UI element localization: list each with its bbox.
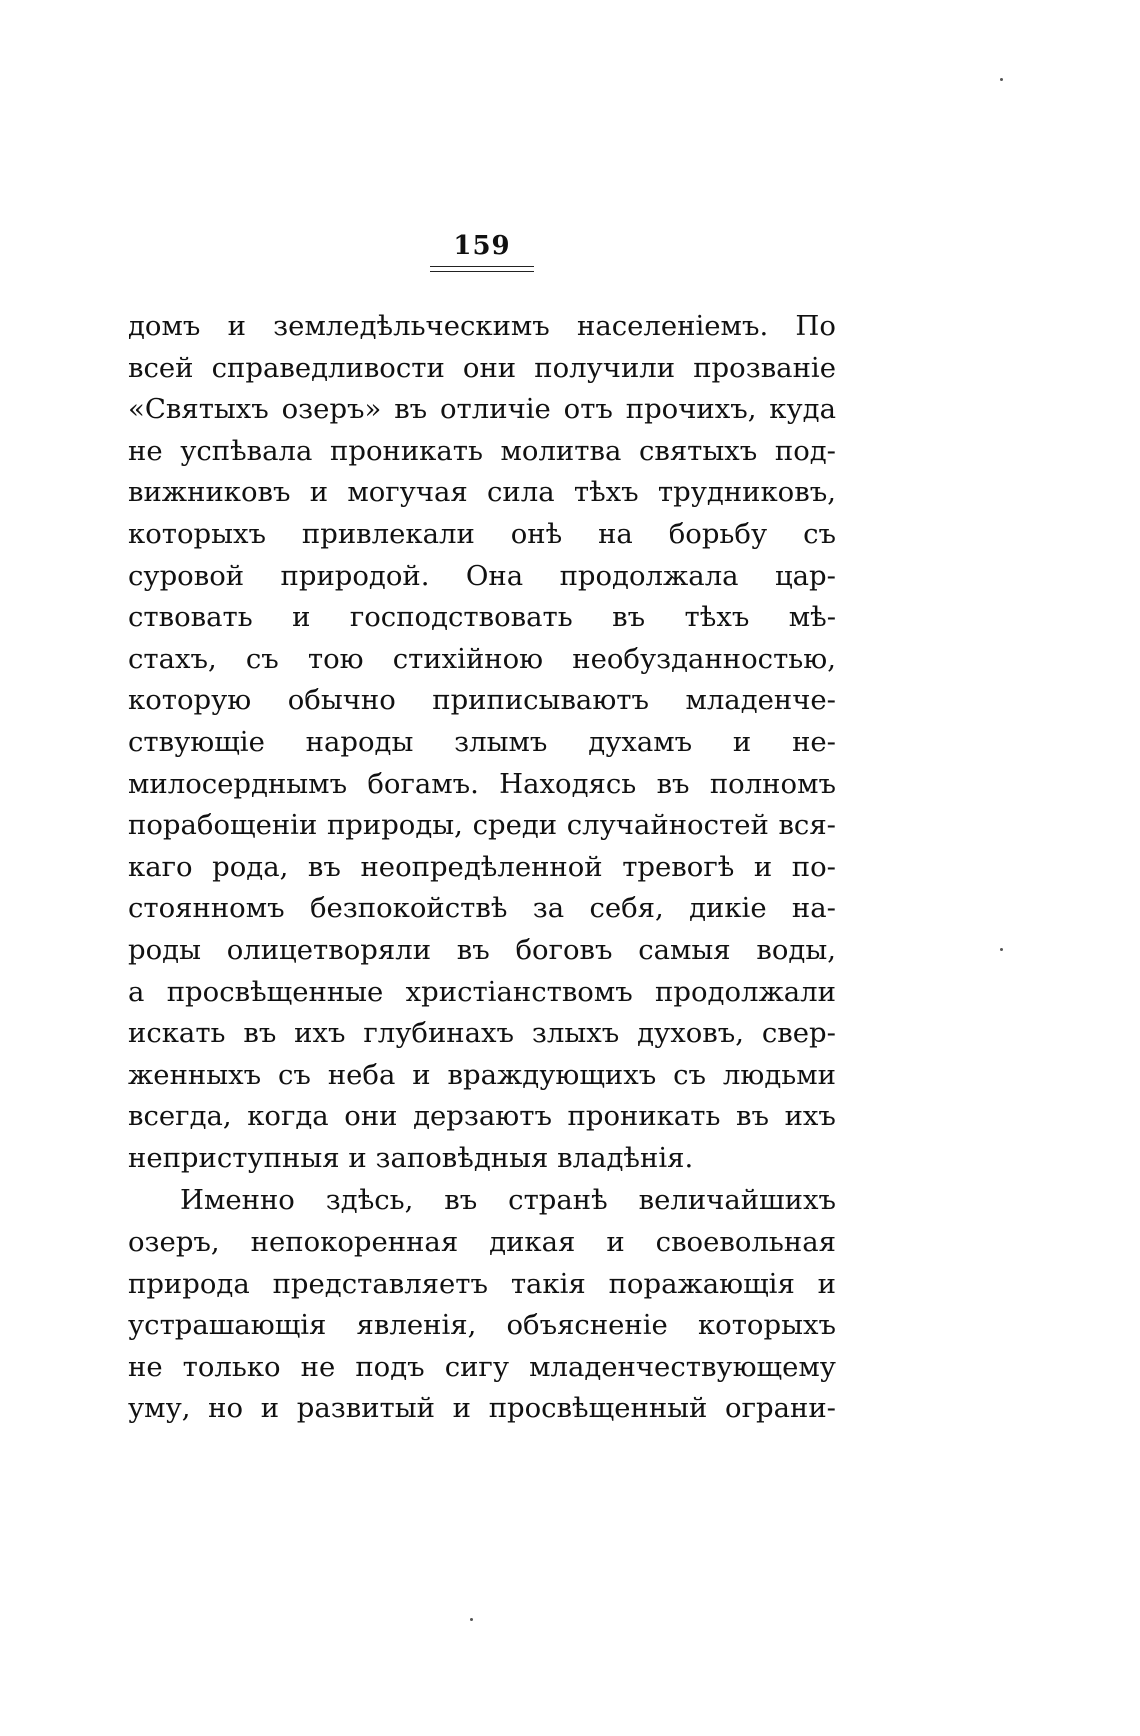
word: странѣ [508, 1184, 608, 1217]
word: боговъ [515, 933, 613, 966]
word: на- [791, 892, 836, 925]
word: развитый [296, 1392, 435, 1425]
word: домъ [128, 310, 201, 342]
word: необузданностью, [572, 642, 836, 675]
word: неопредѣленной [360, 850, 603, 883]
word: роды [128, 933, 201, 966]
word: которыхъ [697, 1309, 836, 1342]
word: Находясь [499, 767, 637, 800]
word: случайностей [566, 809, 769, 842]
word: рода, [212, 850, 289, 883]
word: не [300, 1350, 336, 1383]
text-line [128, 1347, 836, 1389]
word: мѣ- [788, 601, 836, 634]
word: милосерднымъ [128, 767, 348, 800]
word: себя, [589, 892, 664, 925]
text-line [128, 1388, 836, 1430]
word: ихъ [294, 1017, 346, 1050]
word: ограни- [725, 1392, 836, 1425]
word: такія [510, 1267, 586, 1300]
word: безпокойствѣ [309, 892, 508, 925]
word: куда [769, 393, 836, 426]
word: и [412, 1058, 431, 1091]
text-line [128, 1096, 836, 1138]
word: и [817, 1267, 836, 1300]
word: свер- [761, 1017, 836, 1050]
word: святыхъ [638, 434, 758, 467]
paragraph [128, 1180, 836, 1430]
word: онѣ [510, 517, 563, 550]
word: въ [736, 1100, 769, 1133]
word: женныхъ [128, 1058, 262, 1091]
word: по- [791, 850, 836, 883]
word: и [348, 1141, 367, 1174]
word: каго [128, 850, 193, 883]
text-line [128, 1222, 836, 1264]
word: неприступныя [128, 1141, 340, 1174]
word: дикіе [689, 892, 767, 925]
word: борьбу [668, 517, 768, 550]
word: олицетворяли [226, 933, 432, 966]
word: и [732, 725, 752, 758]
text-line [128, 306, 836, 348]
word: когда [247, 1100, 329, 1133]
word: стихійною [392, 642, 544, 675]
text-line [128, 888, 836, 930]
word: вижниковъ [128, 476, 291, 509]
word: злыхъ [531, 1017, 620, 1050]
text-line [128, 389, 836, 431]
text-line [128, 1180, 836, 1222]
word: и [227, 310, 246, 342]
word: неба [327, 1058, 396, 1091]
text-line [128, 1305, 836, 1347]
word: народы [305, 725, 414, 758]
word: враждующихъ [447, 1058, 657, 1091]
paragraph [128, 306, 836, 1179]
word: представляетъ [272, 1267, 488, 1300]
text-line [128, 680, 836, 722]
word: объясненіе [506, 1309, 668, 1342]
word: но [208, 1392, 244, 1425]
word: под- [774, 434, 836, 467]
word: и [292, 601, 311, 634]
word: въ [307, 850, 341, 883]
word: обычно [287, 684, 396, 717]
word: въ [243, 1017, 277, 1050]
word: просвѣщенный [488, 1392, 708, 1425]
word: суровой [128, 559, 245, 592]
word: господствовать [349, 601, 573, 634]
word: Она [465, 559, 524, 592]
word: на [598, 517, 633, 550]
word: стахъ, [128, 642, 217, 675]
word: справедливости [211, 351, 445, 384]
text-line [128, 847, 836, 889]
word: которую [128, 684, 252, 717]
word: здѣсь, [325, 1184, 414, 1217]
word: самыя [638, 933, 731, 966]
word: глубинахъ [363, 1017, 515, 1050]
word: продолжала [559, 559, 739, 592]
word: отъ [563, 393, 613, 426]
word: природы, [326, 809, 463, 842]
word: тѣхъ [573, 476, 639, 509]
word: и [309, 476, 329, 509]
word: могучая [347, 476, 468, 509]
word: заповѣдныя [375, 1141, 549, 1174]
word: которыхъ [128, 517, 267, 550]
word: владѣнія. [557, 1141, 694, 1174]
word: Именно [180, 1184, 295, 1217]
page-number-double-rule [430, 266, 534, 274]
word: богамъ. [367, 767, 479, 800]
word: и [260, 1392, 280, 1425]
word: въ [456, 933, 490, 966]
word: тревогѣ [622, 850, 735, 883]
word: озеръ» [281, 393, 382, 426]
print-speck [1000, 948, 1003, 951]
text-line [128, 348, 836, 390]
word: среди [472, 809, 558, 842]
word: привлекали [301, 517, 475, 550]
word: проникать [330, 434, 483, 467]
word: за [532, 892, 565, 925]
text-line [128, 639, 836, 681]
word: не [128, 1350, 163, 1383]
word: стоянномъ [128, 892, 285, 925]
word: и [452, 1392, 472, 1425]
word: и [753, 850, 773, 883]
text-line [128, 930, 836, 972]
word: прочихъ, [625, 393, 757, 426]
word: они [344, 1100, 398, 1133]
word: получили [534, 351, 676, 384]
word: тѣхъ [684, 601, 750, 634]
word: младенчествующему [529, 1350, 836, 1383]
word: вся- [778, 809, 836, 842]
text-line [128, 597, 836, 639]
text-line [128, 1138, 836, 1180]
word: озеръ, [128, 1226, 220, 1259]
word: явленія, [356, 1309, 477, 1342]
word: По [795, 310, 836, 342]
word: людьми [722, 1058, 836, 1091]
word: уму, [128, 1392, 191, 1425]
word: съ [245, 642, 279, 675]
word: христіанствомъ [405, 975, 633, 1008]
word: трудниковъ, [657, 476, 836, 509]
word: всегда, [128, 1100, 232, 1133]
word: сигу [444, 1350, 510, 1383]
page-number: 159 [453, 231, 511, 261]
text-line [128, 1055, 836, 1097]
word: порабощеніи [128, 809, 318, 842]
word: продолжали [655, 975, 836, 1008]
text-line [128, 722, 836, 764]
word: не [128, 434, 163, 467]
word: успѣвала [180, 434, 313, 467]
body-text [128, 306, 836, 1430]
word: дикая [489, 1226, 576, 1259]
text-line [128, 805, 836, 847]
word: съ [673, 1058, 707, 1091]
text-line [128, 472, 836, 514]
word: младенче- [685, 684, 836, 717]
word: ихъ [784, 1100, 836, 1133]
word: воды, [756, 933, 836, 966]
word: величайшихъ [638, 1184, 836, 1217]
word: духовъ, [637, 1017, 745, 1050]
print-speck [1000, 78, 1003, 81]
word: населеніемъ. [577, 310, 769, 342]
word: только [182, 1350, 281, 1383]
word: въ [612, 601, 646, 634]
word: своевольная [655, 1226, 836, 1259]
word: цар- [774, 559, 836, 592]
word: природа [128, 1267, 250, 1300]
text-line [128, 1264, 836, 1306]
word: полномъ [709, 767, 836, 800]
word: молитва [500, 434, 622, 467]
word: и [606, 1226, 625, 1259]
word: злымъ [454, 725, 548, 758]
word: искать [128, 1017, 226, 1050]
word: приписываютъ [432, 684, 649, 717]
word: поражающія [608, 1267, 795, 1300]
text-line [128, 1013, 836, 1055]
word: въ [394, 393, 428, 426]
word: духамъ [588, 725, 693, 758]
word: въ [656, 767, 690, 800]
word: съ [803, 517, 836, 550]
word: земледѣльческимъ [273, 310, 550, 342]
text-line [128, 972, 836, 1014]
word: «Святыхъ [128, 393, 269, 426]
word: устрашающія [128, 1309, 327, 1342]
word: проникать [567, 1100, 721, 1133]
word: сила [487, 476, 555, 509]
text-line [128, 514, 836, 556]
word: тою [307, 642, 364, 675]
word: просвѣщенные [166, 975, 384, 1008]
word: непокоренная [250, 1226, 459, 1259]
word: а [128, 975, 145, 1008]
word: не- [792, 725, 836, 758]
word: дерзаютъ [413, 1100, 552, 1133]
text-line [128, 556, 836, 598]
word: они [462, 351, 517, 384]
word: природой. [280, 559, 430, 592]
text-line [128, 431, 836, 473]
word: ствовать [128, 601, 253, 634]
word: ствующіе [128, 725, 265, 758]
word: отличіе [440, 393, 551, 426]
text-line [128, 764, 836, 806]
word: съ [278, 1058, 311, 1091]
word: въ [444, 1184, 478, 1217]
word: прозваніе [693, 351, 836, 384]
word: подъ [355, 1350, 425, 1383]
print-speck [470, 1618, 473, 1621]
word: всей [128, 351, 194, 384]
